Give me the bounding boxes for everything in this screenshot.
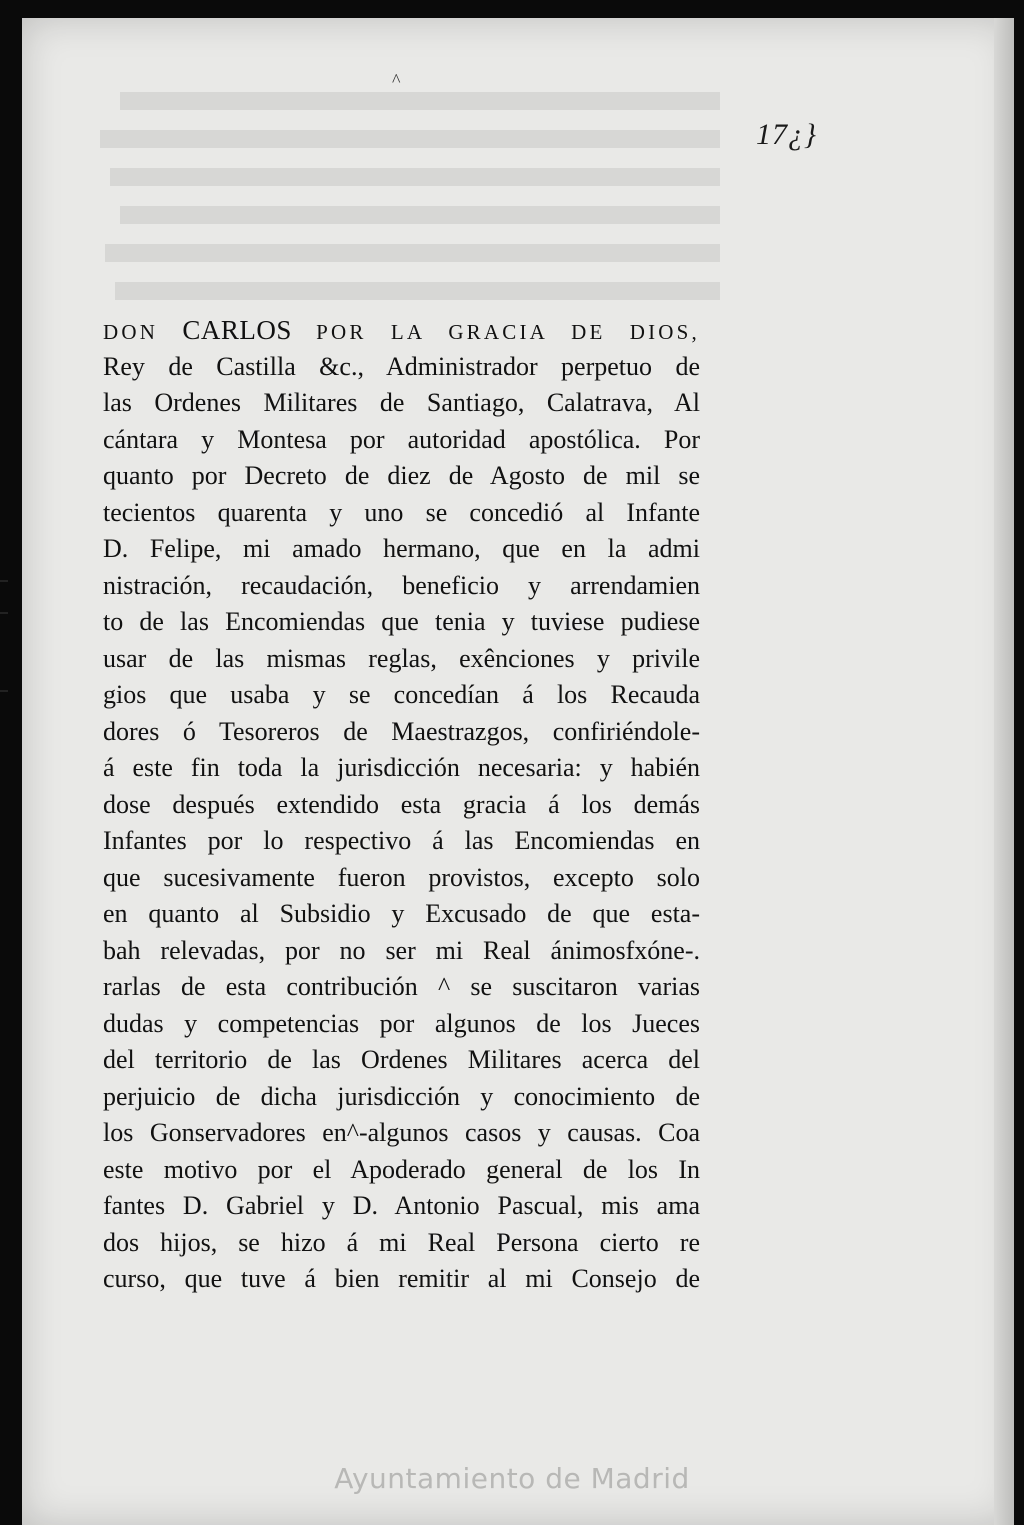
- page-edge: [994, 18, 1014, 1525]
- text-line: to de las Encomiendas que tenia y tuviese pudiese: [103, 607, 700, 636]
- text-line: quanto por Decreto de diez de Agosto de mil se: [103, 461, 700, 490]
- text-line: cántara y Montesa por autoridad apostólica. Por: [103, 424, 700, 454]
- text-line: bah relevadas, por no ser mi Real ánimosfxóne-.: [103, 935, 700, 965]
- text-line: Infantes por lo respectivo á las Encomiendas en: [103, 826, 700, 855]
- caret-mark: ^: [392, 70, 401, 90]
- opening-line: [103, 312, 700, 349]
- binding-mark: [0, 580, 8, 582]
- text-line: nistración, recaudación, beneficio y arrendamien: [103, 570, 700, 600]
- text-line: dos hijos, se hizo á mi Real Persona cierto re: [103, 1227, 700, 1257]
- opening-prefix: DON: [103, 320, 159, 344]
- text-line: los Gonservadores en^-algunos casos y causas. Coa: [103, 1118, 700, 1147]
- text-line: tecientos quarenta y uno se concedió al Infante: [103, 497, 700, 527]
- watermark: Ayuntamiento de Madrid: [334, 1462, 690, 1495]
- text-line: perjuicio de dicha jurisdicción y conocimiento de: [103, 1081, 700, 1111]
- text-line: del territorio de las Ordenes Militares acerca del: [103, 1045, 700, 1074]
- text-line: usar de las mismas reglas, exênciones y privile: [103, 643, 700, 673]
- binding-mark: [0, 612, 8, 614]
- text-line: dose después extendido esta gracia á los demás: [103, 789, 700, 819]
- text-line: que sucesivamente fueron provistos, excepto solo: [103, 862, 700, 892]
- king-name: CARLOS: [182, 315, 292, 345]
- text-line: curso, que tuve á bien remitir al mi Consejo de: [103, 1264, 700, 1293]
- folio-number: 17¿}: [756, 118, 817, 151]
- text-line: fantes D. Gabriel y D. Antonio Pascual, mis ama: [103, 1191, 700, 1220]
- text-line: á este fin toda la jurisdicción necesaria: y habién: [103, 753, 700, 782]
- text-line: las Ordenes Militares de Santiago, Calatrava, Al: [103, 388, 700, 417]
- text-line: dudas y competencias por algunos de los Jueces: [103, 1008, 700, 1038]
- text-line: Rey de Castilla &c., Administrador perpetuo de: [103, 351, 700, 381]
- text-line: D. Felipe, mi amado hermano, que en la admi: [103, 534, 700, 563]
- opening-suffix: POR LA GRACIA DE DIOS,: [316, 320, 700, 344]
- text-line: rarlas de esta contribución ^ se suscitaron varias: [103, 972, 700, 1001]
- document-body: [103, 312, 700, 1298]
- binding-mark: [0, 690, 8, 692]
- text-line: gios que usaba y se concedían á los Recauda: [103, 680, 700, 709]
- text-line: este motivo por el Apoderado general de los In: [103, 1154, 700, 1184]
- text-line: en quanto al Subsidio y Excusado de que esta-: [103, 899, 700, 928]
- text-line: dores ó Tesoreros de Maestrazgos, confiriéndole-: [103, 716, 700, 746]
